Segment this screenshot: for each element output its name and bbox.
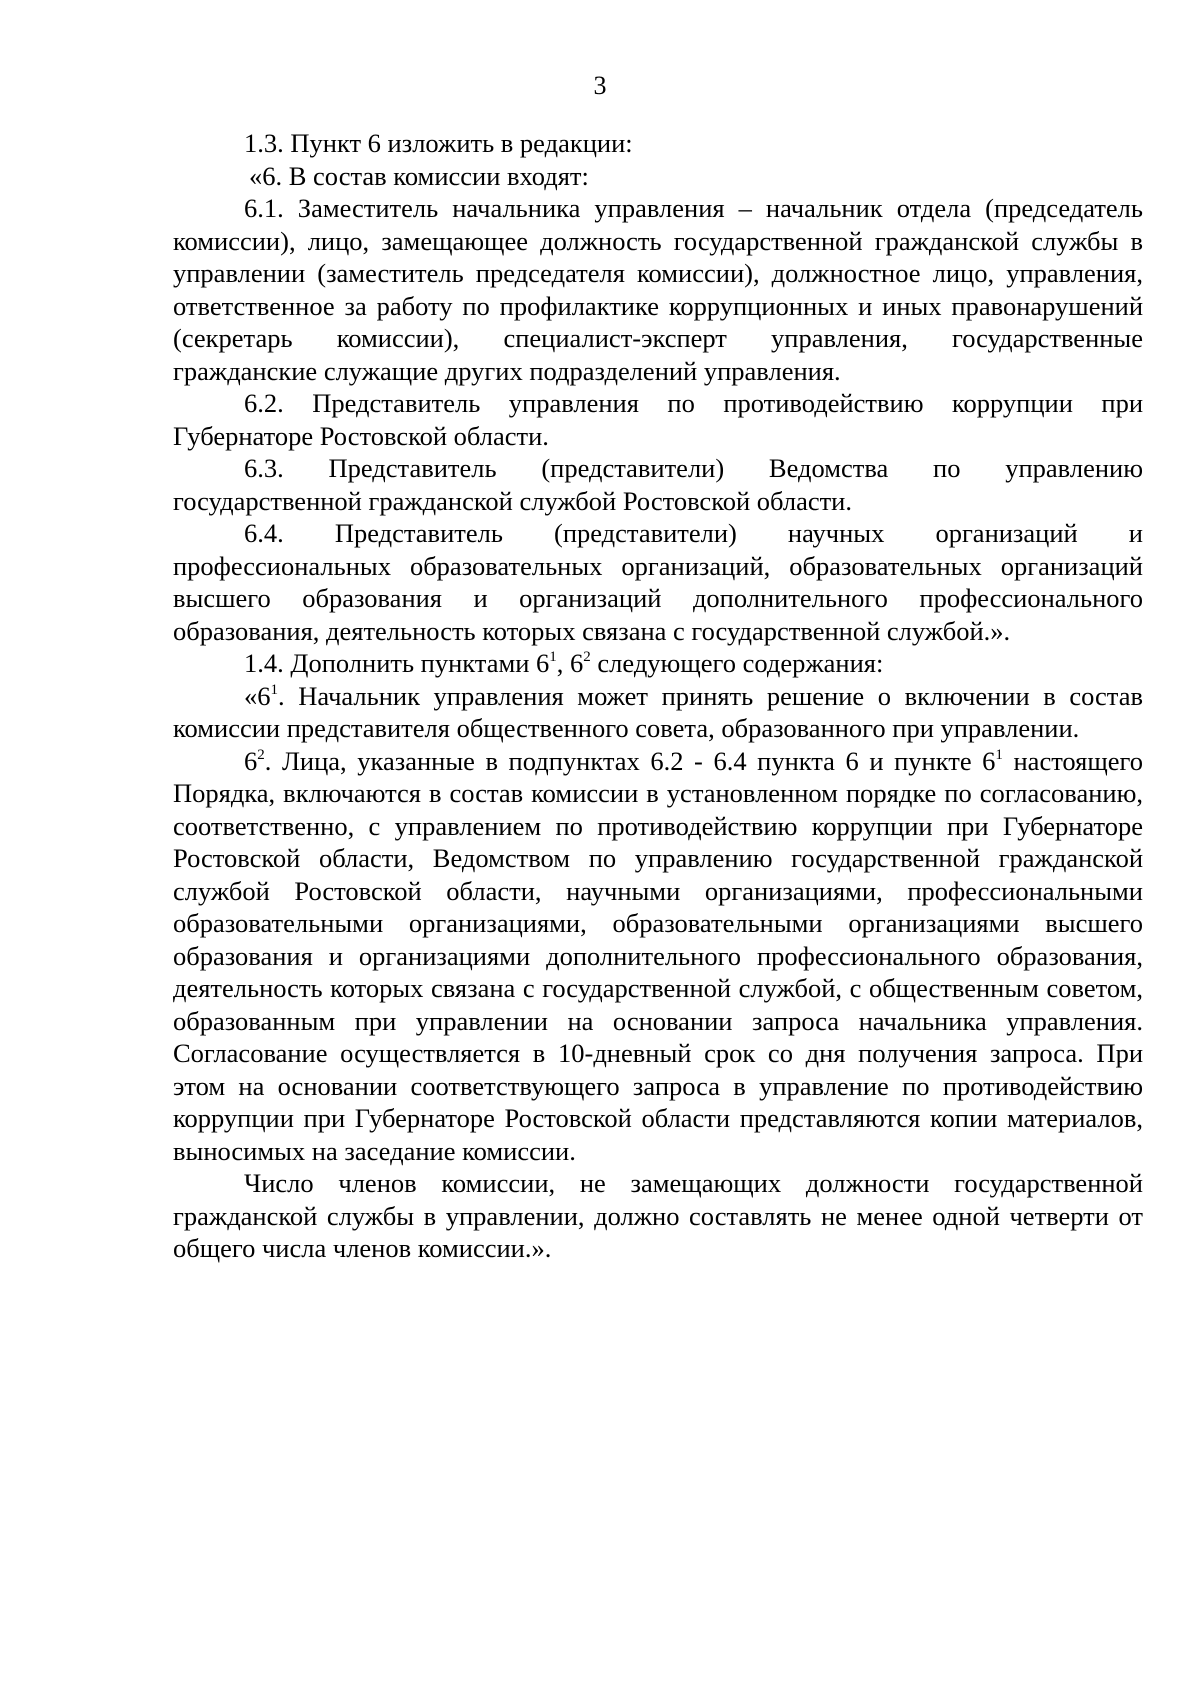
- paragraph-1-4-text-b: , 6: [556, 648, 584, 678]
- page-number: 3: [593, 71, 607, 100]
- paragraph-6-sup-2: [173, 745, 1143, 1168]
- paragraph-1-3: 1.3. Пункт 6 изложить в редакции:: [244, 128, 633, 158]
- paragraph-6-sup-2-lead: 6: [244, 745, 258, 776]
- paragraph-6-sup-1-lead: «6: [244, 680, 271, 711]
- document-body: [173, 127, 1143, 1265]
- paragraph-6-sup-1: [173, 680, 1143, 745]
- paragraph-final: Число членов комиссии, не замещающих должности государственной гражданской службы в управлении, должно составлять не менее одной четверти от общего числа членов комиссии.».: [173, 1168, 1143, 1263]
- superscript: 1: [549, 649, 557, 665]
- paragraph-6-sup-1-text: . Начальник управления может принять решение о включении в состав комиссии представителя общественного совета, образованного при управлении.: [173, 680, 1143, 743]
- superscript: 2: [583, 649, 591, 665]
- paragraph-6-4: 6.4. Представитель (представители) научных организаций и профессиональных образовательных организаций, образовательных организаций высшего образования и организаций дополнительного профессионального образования, деятельность которых связана с государственной службой.».: [173, 518, 1143, 646]
- paragraph-6-sup-2-text-b: настоящего Порядка, включаются в состав комиссии в установленном порядке по согласованию, соответственно, с управлением по противодействию коррупции при Губернаторе Ростовской области, Ведомством по управлению государственной гражданской службой Ростовской области, научными организациями, профессиональными образовательными организациями, образовательными организациями высшего образования и организациями дополнительного профессионального образования, деятельность которых связана с государственной службой, с общественным советом, образованным при управлении на основании запроса начальника управления. Согласование осуществляется в 10-дневный срок со дня получения запроса. При этом на основании соответствующего запроса в управление по противодействию коррупции при Губернаторе Ростовской области представляются копии материалов, выносимых на заседание комиссии.: [173, 745, 1143, 1166]
- paragraph-1-4-text-c: следующего содержания:: [590, 648, 884, 678]
- paragraph-6-intro: «6. В состав комиссии входят:: [249, 160, 589, 191]
- superscript: 1: [995, 746, 1003, 763]
- superscript: 1: [270, 681, 278, 698]
- superscript: 2: [257, 746, 265, 763]
- paragraph-1-4-text-a: 1.4. Дополнить пунктами 6: [244, 648, 550, 678]
- paragraph-6-1: 6.1. Заместитель начальника управления – начальник отдела (председатель комиссии), лицо, замещающее должность государственной гражданской службы в управлении (заместитель председателя комиссии), должностное лицо, управления, ответственное за работу по профилактике коррупционных и иных правонарушений (секретарь комиссии), специалист-эксперт управления, государственные гражданские служащие других подразделений управления.: [173, 193, 1143, 386]
- paragraph-6-2: 6.2. Представитель управления по противодействию коррупции при Губернаторе Ростовской области.: [173, 388, 1143, 451]
- paragraph-6-sup-2-text-a: . Лица, указанные в подпунктах 6.2 - 6.4 пункта 6 и пункте 6: [264, 745, 996, 776]
- paragraph-6-3: 6.3. Представитель (представители) Ведомства по управлению государственной гражданской службой Ростовской области.: [173, 453, 1143, 516]
- paragraph-1-4: [173, 647, 1143, 680]
